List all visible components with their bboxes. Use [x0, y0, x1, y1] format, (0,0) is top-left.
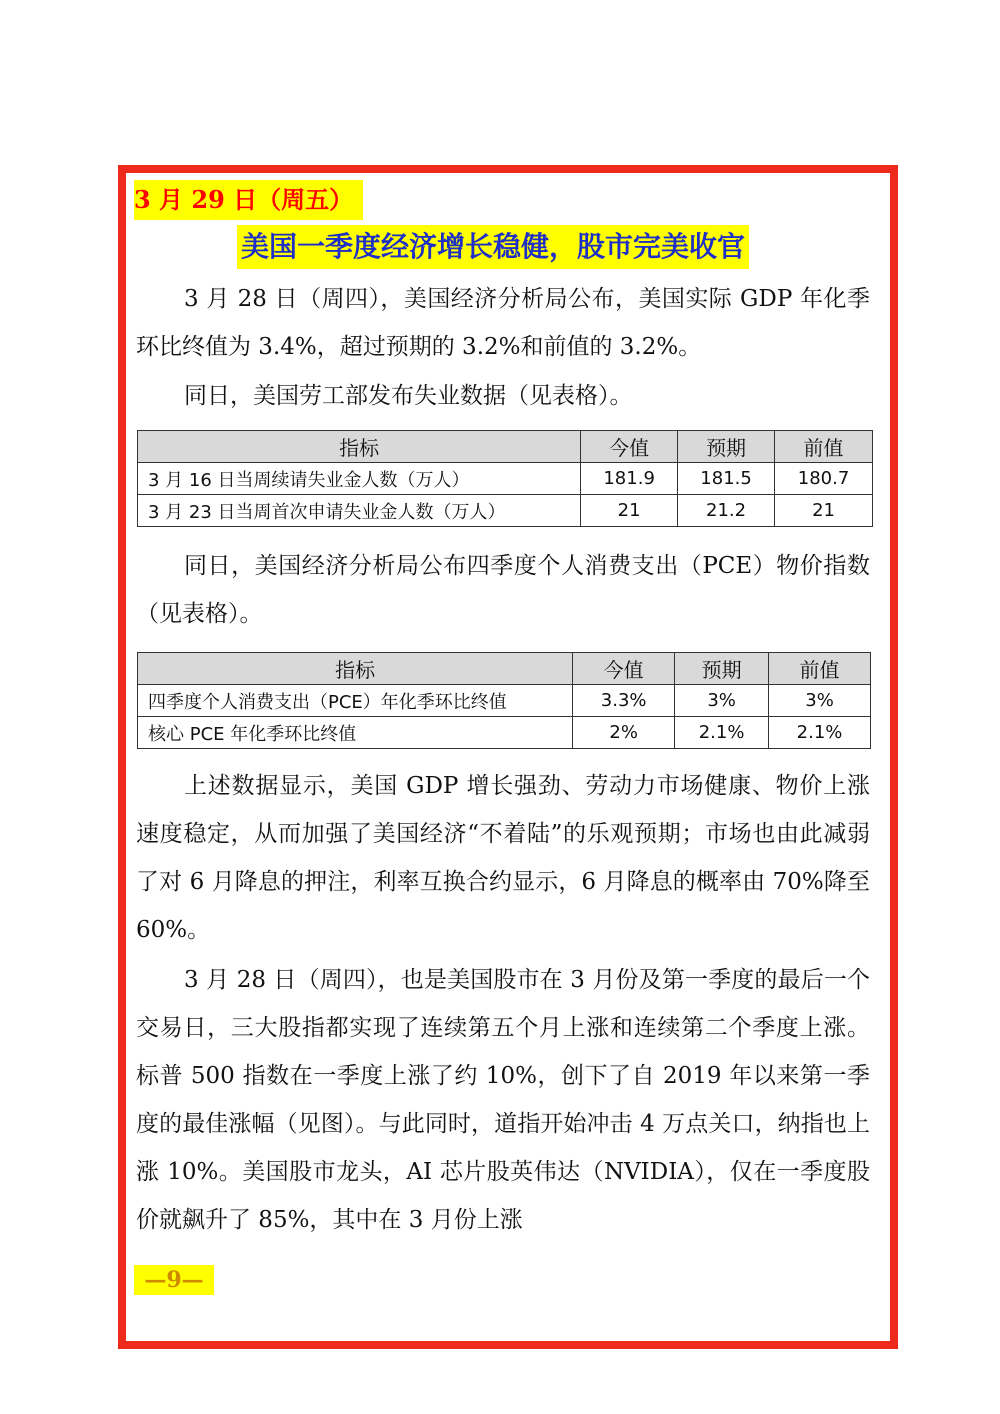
expected-value: 181.5 [678, 463, 775, 495]
date-label: 3 月 29 日（周五） [134, 180, 363, 220]
table-header-row [138, 653, 871, 685]
table-header-row [138, 431, 873, 463]
paragraph-labor-intro: 同日，美国劳工部发布失业数据（见表格）。 [184, 383, 633, 409]
header-expected: 预期 [675, 653, 769, 685]
current-value: 2% [573, 717, 675, 749]
previous-value: 3% [769, 685, 871, 717]
header-expected: 预期 [678, 431, 775, 463]
header-indicator: 指标 [138, 653, 573, 685]
previous-value: 21 [775, 495, 873, 527]
header-previous: 前值 [769, 653, 871, 685]
previous-value: 180.7 [775, 463, 873, 495]
paragraph-pce-intro: 同日，美国经济分析局公布四季度个人消费支出（PCE）物价指数（见表格）。 [136, 553, 870, 627]
header-current: 今值 [573, 653, 675, 685]
previous-value: 2.1% [769, 717, 871, 749]
header-current: 今值 [581, 431, 678, 463]
expected-value: 2.1% [675, 717, 769, 749]
row-label: 四季度个人消费支出（PCE）年化季环比终值 [138, 685, 573, 717]
unemployment-table [137, 430, 873, 527]
article-title: 美国一季度经济增长稳健，股市完美收官 [237, 225, 749, 269]
expected-value: 3% [675, 685, 769, 717]
current-value: 3.3% [573, 685, 675, 717]
expected-value: 21.2 [678, 495, 775, 527]
paragraph-analysis: 上述数据显示，美国 GDP 增长强劲、劳动力市场健康、物价上涨速度稳定，从而加强了美国经济“不着陆”的乐观预期；市场也由此减弱了对 6 月降息的押注，利率互换合约显示，6 月降息的概率由 70%降至 60%。 [136, 773, 870, 943]
current-value: 21 [581, 495, 678, 527]
table-row [138, 495, 873, 527]
header-indicator: 指标 [138, 431, 581, 463]
paragraph-gdp: 3 月 28 日（周四），美国经济分析局公布，美国实际 GDP 年化季环比终值为 3.4%，超过预期的 3.2%和前值的 3.2%。 [136, 286, 870, 360]
table-row [138, 463, 873, 495]
header-previous: 前值 [775, 431, 873, 463]
page-number: —9— [134, 1265, 214, 1295]
row-label: 3 月 16 日当周续请失业金人数（万人） [138, 463, 581, 495]
table-row [138, 685, 871, 717]
table-row [138, 717, 871, 749]
current-value: 181.9 [581, 463, 678, 495]
row-label: 3 月 23 日当周首次申请失业金人数（万人） [138, 495, 581, 527]
paragraph-stock-market: 3 月 28 日（周四），也是美国股市在 3 月份及第一季度的最后一个交易日，三大股指都实现了连续第五个月上涨和连续第二个季度上涨。标普 500 指数在一季度上涨了约 10%，创下了自 2019 年以来第一季度的最佳涨幅（见图）。与此同时，道指开始冲击 4 万点关口，纳指也上涨 10%。美国股市龙头，AI 芯片股英伟达（NVIDIA），仅在一季度股价就飙升了 85%，其中在 3 月份上涨 [136, 967, 870, 1233]
pce-table [137, 652, 871, 749]
row-label: 核心 PCE 年化季环比终值 [138, 717, 573, 749]
